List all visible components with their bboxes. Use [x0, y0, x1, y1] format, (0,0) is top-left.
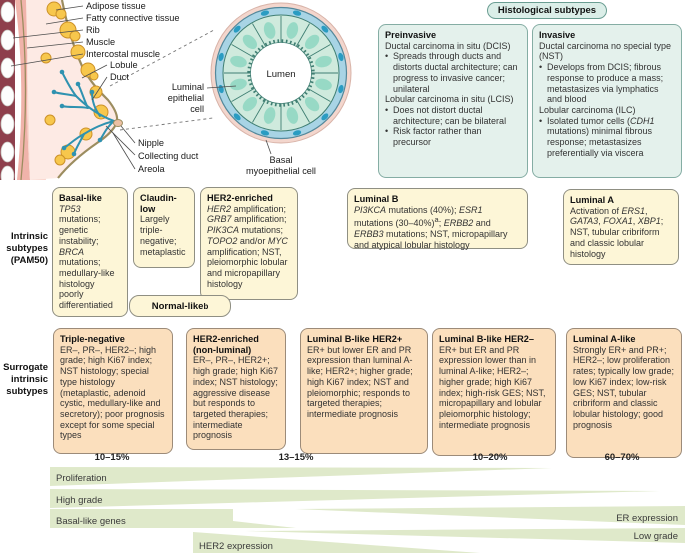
- svg-text:epithelial: epithelial: [167, 93, 204, 103]
- surrogate-row-label-line: subtypes: [6, 386, 48, 397]
- intrinsic-row-label-line: subtypes: [6, 243, 48, 254]
- luminal-b-like-her2-negative-title: Luminal B-like HER2–: [439, 334, 534, 344]
- invasive-box: [532, 24, 682, 178]
- luminal-a-like-body: Strongly ER+ and PR+; HER2–; low proliferation rates; typically low grade; low Ki67 index; low-risk GES; NST, tubular cribriform and classic lobular histology; good prognosis: [573, 344, 675, 430]
- gradient-label-low-grade: Low grade: [633, 531, 678, 542]
- bullet-item: • Risk factor rather than precursor: [385, 126, 521, 147]
- anatomy-label-areola: Areola: [138, 164, 165, 174]
- her2-enriched-body: HER2 amplification; GRB7 amplification; PIK3CA mutations; TOPO2 and/or MYC amplification; NST, pleiomorphic lobular and micropapillary histology: [207, 203, 288, 289]
- claudin-low-box: [133, 187, 195, 268]
- luminal-b-title: Luminal B: [354, 194, 399, 204]
- surrogate-row-label: [0, 362, 48, 398]
- bullet-item: • Isolated tumor cells (CDH1 mutations) minimal fibrous response; metastasizes preferentially via viscera: [539, 116, 675, 159]
- anatomy-label-rib: Rib: [86, 25, 100, 35]
- preinvasive-box: [378, 24, 528, 178]
- her2-enriched-box: [200, 187, 298, 300]
- svg-text:cell: cell: [190, 104, 204, 114]
- invasive-lead-nst: Ductal carcinoma no special type (NST): [539, 40, 672, 62]
- gradient-label-er-expression: ER expression: [616, 513, 678, 524]
- her2-enriched-non-luminal-box: [186, 328, 286, 450]
- surrogate-row-label-line: intrinsic: [11, 374, 48, 385]
- her2-enriched-title: HER2-enriched: [207, 193, 273, 203]
- luminal-a-title: Luminal A: [570, 195, 615, 205]
- nipple-shape: [114, 120, 123, 127]
- intrinsic-row-label-line: Intrinsic: [11, 231, 48, 242]
- luminal-a-like-box: [566, 328, 682, 458]
- gradient-label-high-grade: High grade: [56, 495, 103, 506]
- luminal-a-body: Activation of ERS1, GATA3, FOXA1, XBP1; NST, tubular cribriform and classic lobular histology: [570, 205, 664, 259]
- percentage-her2-groups: 13–15%: [278, 452, 314, 463]
- gradient-label-basal-like-genes: Basal-like genes: [56, 516, 126, 527]
- triple-negative-body: ER–, PR–, HER2–; high grade; high Ki67 index; NST histology; special type histology (metaplastic, adenoid cystic, medullary-like and secretory); poor prognosis except for some special types: [60, 344, 165, 441]
- anatomy-label-muscle: Muscle: [86, 37, 116, 47]
- basal-myoepithelial-cell-label: [246, 155, 316, 176]
- basal-like-title: Basal-like: [59, 193, 102, 203]
- anatomy-label-collecting-duct: Collecting duct: [138, 151, 199, 161]
- invasive-lead-ilc: Lobular carcinoma (ILC): [539, 104, 636, 115]
- anatomy-label-duct: Duct: [110, 72, 129, 82]
- bullet-item: • Spreads through ducts and distorts ductal architecture; can progress to invasive cancer; unilateral: [385, 51, 521, 94]
- luminal-b-like-her2-positive-title: Luminal B-like HER2+: [307, 334, 403, 344]
- her2-enriched-non-luminal-title: HER2-enriched (non-luminal): [193, 334, 259, 355]
- luminal-epithelial-cell-label: [168, 82, 204, 114]
- preinvasive-lead-dcis: Ductal carcinoma in situ (DCIS): [385, 40, 511, 51]
- gradient-label-her2-expression: HER2 expression: [199, 541, 273, 552]
- her2-enriched-non-luminal-body: ER–, PR–, HER2+; high grade; high Ki67 index; NST histology; aggressive disease but responds to targeted therapies; intermediate prognosis: [193, 355, 279, 441]
- breast-anatomy-and-duct-illustration: [0, 0, 380, 180]
- preinvasive-title: Preinvasive: [385, 30, 437, 40]
- luminal-b-like-her2-negative-body: ER+ but ER and PR expression lower than in luminal A-like; HER2–; higher grade; high Ki67 index; high-risk GES; NST, micropapillary and lobular pleiomorphic histology; intermediate prognosis: [439, 344, 546, 430]
- percentage-triple-negative: 10–15%: [94, 452, 130, 463]
- luminal-b-like-her2-negative-box: [432, 328, 556, 456]
- anatomy-label-lobule: Lobule: [110, 60, 138, 70]
- gradient-bars: [0, 462, 685, 554]
- svg-text:Basal: Basal: [269, 155, 293, 165]
- invasive-title: Invasive: [539, 30, 576, 40]
- anatomy-label-fatty-connective-tissue: Fatty connective tissue: [86, 13, 180, 23]
- anatomy-label-intercostal-muscle: Intercostal muscle: [86, 49, 161, 59]
- anatomy-label-nipple: Nipple: [138, 138, 165, 148]
- normal-like-box: Normal-like b: [129, 295, 231, 317]
- bullet-item: • Develops from DCIS; fibrous response to produce a mass; metastasizes via lymphatics and blood: [539, 62, 675, 105]
- svg-text:Luminal: Luminal: [171, 82, 204, 92]
- proliferation-wedge: [50, 467, 552, 486]
- triple-negative-title: Triple-negative: [60, 334, 125, 344]
- histological-subtypes-header: Histological subtypes: [487, 2, 607, 19]
- preinvasive-lead-lcis: Lobular carcinoma in situ (LCIS): [385, 94, 514, 105]
- claudin-low-body: Largely triple-negative; metaplastic: [140, 214, 186, 257]
- basal-like-box: [52, 187, 128, 317]
- luminal-a-like-title: Luminal A-like: [573, 334, 636, 344]
- lumen-label: Lumen: [266, 69, 296, 80]
- surrogate-row-label-line: Surrogate: [3, 362, 48, 373]
- luminal-b-body: PI3KCA mutations (40%); ESR1 mutations $(30-40\%)^a$; ERBB2 and ERBB3 mutations; NST, micropapillary and atypical lobular histology: [354, 204, 508, 250]
- high-grade-wedge: [50, 489, 660, 508]
- bullet-item: • Does not distort ductal architecture; can be bilateral: [385, 105, 521, 126]
- luminal-b-like-her2-positive-body: ER+ but lower ER and PR expression than luminal A-like; HER2+; higher grade; high Ki67 index; NST and pleiomorphic; responds to targeted therapies; intermediate prognosis: [307, 344, 413, 419]
- luminal-a-box: [563, 189, 679, 265]
- percentage-luminal-b-like: 10–20%: [472, 452, 508, 463]
- intrinsic-row-label: [0, 231, 48, 267]
- triple-negative-box: [53, 328, 173, 454]
- anatomy-label-adipose-tissue: Adipose tissue: [86, 1, 146, 11]
- svg-text:myoepithelial cell: myoepithelial cell: [246, 166, 316, 176]
- claudin-low-title: Claudin-low: [140, 193, 177, 214]
- gradient-label-proliferation: Proliferation: [56, 473, 107, 484]
- basal-like-body: TP53 mutations; genetic instability; BRCA mutations; medullary-like histology poorly differentiatied: [59, 203, 115, 311]
- percentage-luminal-a-like: 60–70%: [604, 452, 640, 463]
- intrinsic-row-label-line: (PAM50): [10, 255, 48, 266]
- luminal-b-like-her2-positive-box: [300, 328, 428, 454]
- luminal-b-box: [347, 188, 528, 249]
